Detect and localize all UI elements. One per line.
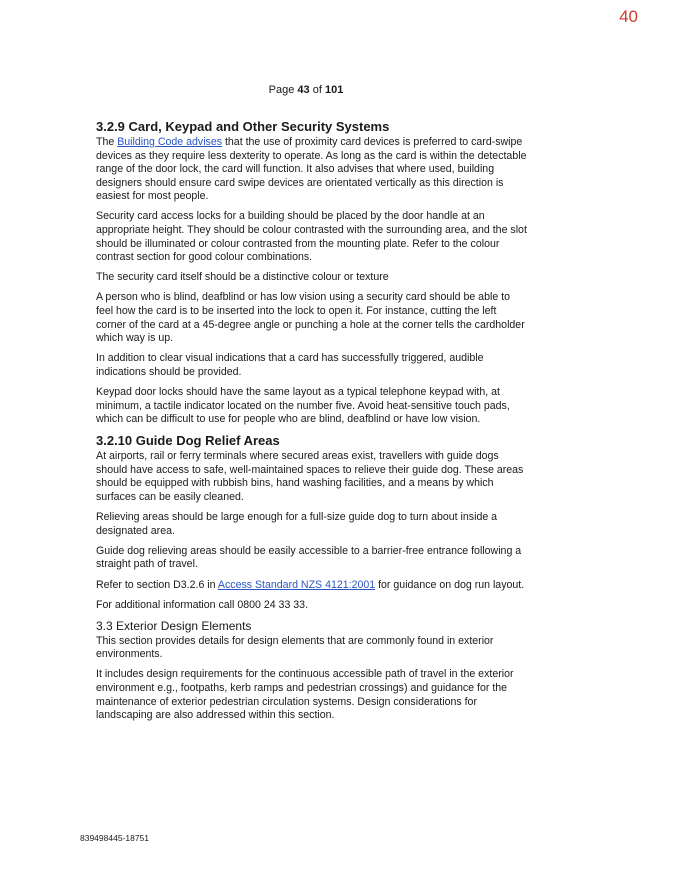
paragraph-suffix: for guidance on dog run layout.: [375, 578, 525, 591]
paragraph-prefix: The: [96, 136, 118, 148]
page-total: 101: [324, 84, 344, 96]
section-heading-3-2-9: 3.2.9 Card, Keypad and Other Security Systems: [96, 119, 390, 134]
page-header: [0, 84, 612, 96]
building-code-link[interactable]: Building Code advises: [117, 136, 223, 148]
paragraph: [96, 136, 528, 204]
page-header-of: of: [309, 84, 325, 96]
document-id: 839498445-18751: [80, 833, 150, 843]
paragraph: This section provides details for design elements that are commonly found in exterior environments.: [96, 634, 494, 661]
paragraph: The security card itself should be a distinctive colour or texture: [96, 271, 389, 284]
page-current: 43: [297, 84, 310, 96]
paragraph: Relieving areas should be large enough for a full-size guide dog to turn about inside a designated area.: [96, 511, 498, 537]
paragraph: At airports, rail or ferry terminals where secured areas exist, travellers with guide dogs should have access to safe, well-maintained spaces to relieve their guide dog. These areas should be equipped with rubbish bins, hand washing facilities, and a means by which surfaces can be easily cleaned.: [96, 450, 524, 504]
document-body: [96, 119, 528, 729]
paragraph: In addition to clear visual indications that a card has successfully triggered, audible indications should be provided.: [96, 352, 484, 378]
paragraph: Guide dog relieving areas should be easily accessible to a barrier-free entrance following a straight path of travel.: [96, 544, 522, 571]
paragraph: It includes design requirements for the continuous accessible path of travel in the exterior environment e.g., footpaths, kerb ramps and pedestrian crossings) and guidance for the maintenance of exterior pedestrian circulation systems. Design considerations for landscaping are also addressed within this section.: [96, 668, 514, 722]
paragraph: A person who is blind, deafblind or has low vision using a security card should be able to feel how the card is to be inserted into the lock to open it. For instance, cutting the left corner of the card at a 45-degree angle or punching a hole at the corner tells the cardholder which way is up.: [96, 291, 525, 345]
paragraph-prefix: Refer to section D3.2.6 in: [96, 578, 218, 591]
paragraph: [96, 579, 528, 593]
paragraph: For additional information call 0800 24 33 33.: [96, 598, 309, 611]
paragraph: Security card access locks for a building should be placed by the door handle at an appropriate height. They should be colour contrasted with the surrounding area, and the slot should be illuminated or colour contrasted from the mounting plate. Refer to the colour contrast section for good colour combinations.: [96, 210, 527, 264]
paragraph: Keypad door locks should have the same layout as a typical telephone keypad with, at minimum, a tactile indicator located on the number five. Avoid heat-sensitive touch pads, which can be difficult to use for people who are blind, deafblind or have low vision.: [96, 386, 510, 426]
section-heading-3-3: 3.3 Exterior Design Elements: [96, 618, 252, 633]
page-header-prefix: Page: [268, 84, 298, 96]
section-heading-3-2-10: 3.2.10 Guide Dog Relief Areas: [96, 433, 280, 449]
paragraph-text: that the use of proximity card devices is preferred to card-swipe devices as they require less dexterity to operate. As long as the card is within the detectable range of the door lock, the card will function. It also advises that where used, building designers should ensure card swipe devices are orientated vertically as this direction is easiest for most people.: [96, 136, 527, 203]
access-standard-link[interactable]: Access Standard NZS 4121:2001: [217, 578, 376, 591]
corner-page-number: 40: [619, 7, 638, 26]
